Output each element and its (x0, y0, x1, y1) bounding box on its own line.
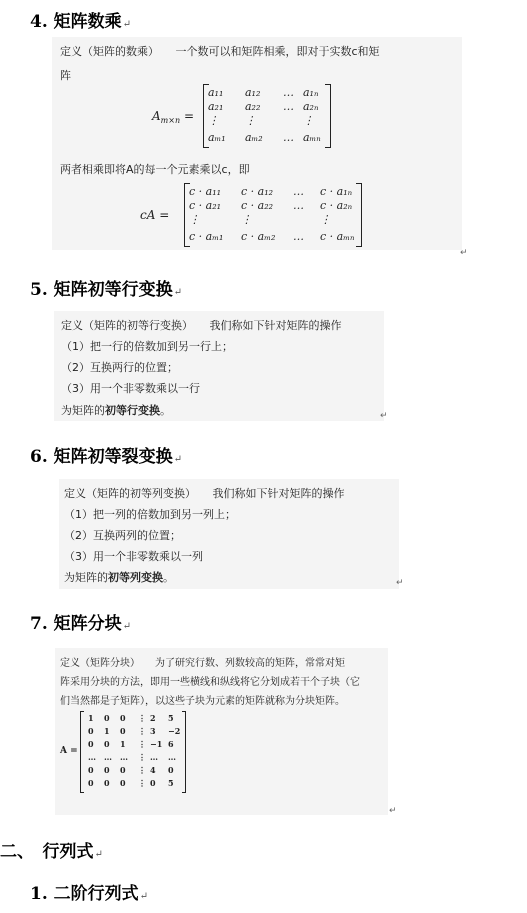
definition-line-2: 阵 (60, 69, 71, 82)
matrix-cell: … (283, 100, 294, 113)
matrix-cell: 1 (104, 726, 110, 736)
matrix-cell: ⋮ (138, 778, 146, 788)
matrix-cell: … (283, 86, 294, 99)
matrix-cell: aₘₙ (303, 131, 321, 144)
row-item-1: （1）把一行的倍数加到另一行上； (61, 340, 233, 353)
matrix-cell: 0 (120, 726, 126, 736)
matrix-cell: ⋮ (208, 114, 219, 127)
matrix-cell: … (150, 752, 158, 762)
matrix-cell: c · a₂₁ (189, 199, 222, 212)
matrix-cell: ⋮ (138, 739, 146, 749)
matrix-cell: c · a₂ₙ (320, 199, 353, 212)
section-4-heading: 4. 矩阵数乘↵ (30, 12, 132, 32)
matrix-cell: c · a₁ₙ (320, 185, 353, 198)
matrix-cell: −1 (150, 739, 163, 749)
matrix-cell: 0 (104, 765, 110, 775)
matrix-cell: 0 (88, 778, 94, 788)
matrix-cell: 1 (120, 739, 126, 749)
matrix-cell: aₘ₂ (245, 131, 263, 144)
row-def-line: 定义（矩阵的初等行变换） 我们称如下针对矩阵的操作 (61, 319, 342, 332)
multiply-explanation: 两者相乘即将A的每一个元素乘以c，即 (60, 163, 250, 176)
matrix-ca (184, 183, 362, 247)
matrix-cell: 0 (168, 765, 174, 775)
matrix-ca-label: cA = (140, 208, 170, 222)
paragraph-mark: ↵ (380, 411, 388, 421)
matrix-cell: 6 (168, 739, 174, 749)
matrix-cell: … (104, 752, 112, 762)
matrix-cell: aₘ₁ (208, 131, 226, 144)
matrix-cell: c · a₁₂ (241, 185, 274, 198)
row-conclusion: 为矩阵的初等行变换。 (61, 404, 171, 417)
paragraph-mark: ↵ (460, 248, 468, 258)
matrix-cell: a₂ₙ (303, 100, 319, 113)
matrix-cell: 4 (150, 765, 156, 775)
matrix-a-label: $A_{m\times n}$ = (152, 109, 195, 125)
section-6-heading: 6. 矩阵初等裂变换↵ (30, 447, 183, 467)
matrix-cell: 0 (120, 778, 126, 788)
matrix-cell: ⋮ (320, 213, 331, 226)
definition-line-1: 定义（矩阵的数乘） 一个数可以和矩阵相乘，即对于实数c和矩 (60, 45, 380, 58)
matrix-cell: ⋮ (189, 213, 200, 226)
matrix-cell: −2 (168, 726, 181, 736)
matrix-cell: a₁₂ (245, 86, 261, 99)
matrix-cell: c · a₂₂ (241, 199, 274, 212)
matrix-cell: … (293, 199, 304, 212)
column-item-3: （3）用一个非零数乘以一列 (64, 550, 203, 563)
column-conclusion: 为矩阵的初等列变换。 (64, 571, 174, 584)
paragraph-mark: ↵ (396, 578, 404, 588)
matrix-cell: ⋮ (241, 213, 252, 226)
matrix-cell: a₂₁ (208, 100, 224, 113)
matrix-cell: 3 (150, 726, 156, 736)
matrix-cell: … (293, 185, 304, 198)
matrix-cell: a₂₂ (245, 100, 261, 113)
matrix-cell: … (88, 752, 96, 762)
matrix-cell: ⋮ (138, 726, 146, 736)
matrix-cell: a₁₁ (208, 86, 224, 99)
section-5-heading: 5. 矩阵初等行变换↵ (30, 280, 183, 300)
matrix-cell: 2 (150, 713, 156, 723)
column-item-2: （2）互换两列的位置； (64, 529, 181, 542)
matrix-a (203, 84, 331, 148)
matrix-cell: c · aₘₙ (320, 230, 355, 243)
matrix-cell: ⋮ (138, 752, 146, 762)
block-def-line-2: 阵采用分块的方法，即用一些横线和纵线将它分划成若干个子块（它 (60, 677, 360, 688)
block-def-line-3: 们当然都是子矩阵），以这些子块为元素的矩阵就称为分块矩阵。 (60, 696, 345, 707)
matrix-cell: 0 (120, 765, 126, 775)
matrix-cell: 0 (88, 739, 94, 749)
chapter-heading-determinant: 二、 行列式↵ (0, 842, 103, 862)
matrix-cell: 0 (104, 713, 110, 723)
matrix-cell: 5 (168, 778, 174, 788)
block-matrix-label: A = (60, 746, 78, 756)
matrix-cell: 5 (168, 713, 174, 723)
matrix-cell: c · a₁₁ (189, 185, 222, 198)
column-item-1: （1）把一列的倍数加到另一列上； (64, 508, 236, 521)
paragraph-mark: ↵ (122, 19, 132, 30)
section-7-heading: 7. 矩阵分块↵ (30, 614, 132, 634)
block-def-line-1: 定义（矩阵分块） 为了研究行数、列数较高的矩阵，常常对矩 (60, 658, 345, 669)
block-matrix (80, 711, 186, 793)
matrix-cell: 0 (104, 739, 110, 749)
section-1-heading-second-order-determinant: 1. 二阶行列式↵ (30, 884, 149, 904)
matrix-cell: 0 (88, 765, 94, 775)
matrix-cell: 0 (88, 726, 94, 736)
matrix-cell: ⋮ (138, 713, 146, 723)
row-item-2: （2）互换两行的位置； (61, 361, 178, 374)
paragraph-mark: ↵ (389, 806, 397, 816)
matrix-cell: 0 (120, 713, 126, 723)
matrix-cell: c · aₘ₂ (241, 230, 276, 243)
matrix-cell: ⋮ (303, 114, 314, 127)
matrix-cell: ⋮ (138, 765, 146, 775)
matrix-cell: … (120, 752, 128, 762)
matrix-cell: 0 (150, 778, 156, 788)
matrix-cell: 0 (104, 778, 110, 788)
column-def-line: 定义（矩阵的初等列变换） 我们称如下针对矩阵的操作 (64, 487, 345, 500)
matrix-cell: ⋮ (245, 114, 256, 127)
row-item-3: （3）用一个非零数乘以一行 (61, 382, 200, 395)
matrix-cell: … (168, 752, 176, 762)
matrix-cell: c · aₘ₁ (189, 230, 224, 243)
matrix-cell: a₁ₙ (303, 86, 319, 99)
matrix-cell: … (293, 230, 304, 243)
matrix-cell: 1 (88, 713, 94, 723)
matrix-cell: … (283, 131, 294, 144)
